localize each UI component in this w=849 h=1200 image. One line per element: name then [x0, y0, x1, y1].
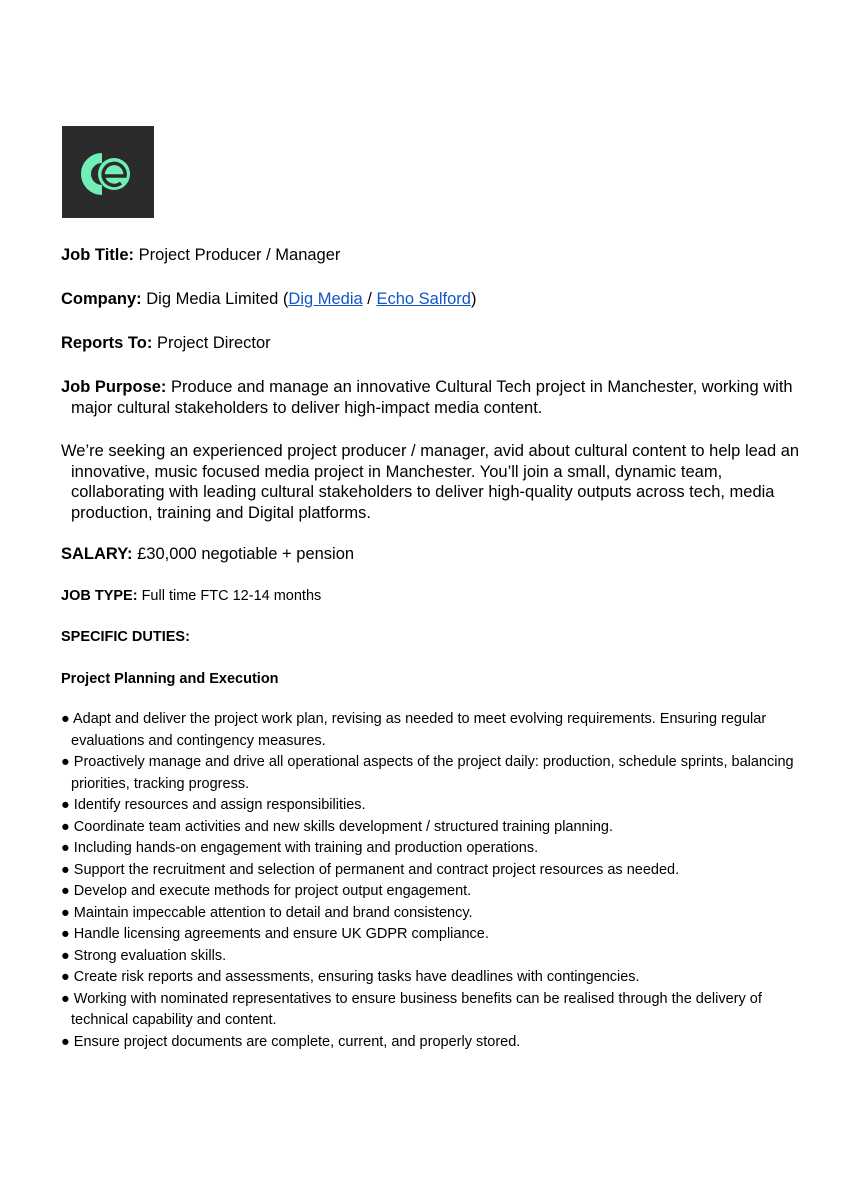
list-item: [61, 967, 806, 989]
company-value: Dig Media Limited: [146, 290, 279, 308]
bullet-icon: ●: [61, 969, 70, 985]
job-type-line: [61, 586, 806, 608]
company-paren-close: ): [470, 290, 477, 308]
echo-logo-icon: [62, 126, 154, 218]
duty-text: Strong evaluation skills.: [73, 947, 227, 964]
intro-paragraph: We’re seeking an experienced project producer / manager, avid about cultural content to help lead an innovative, music focused media project in Manchester. You’ll join a small, dynamic team, collaborating with leading cultural stakeholders to deliver high-quality outputs across tech, media production, training and Digital platforms.: [61, 442, 800, 522]
list-item: [61, 903, 806, 925]
bullet-icon: ●: [61, 797, 70, 813]
salary-line: [61, 544, 806, 565]
reports-to-value: Project Director: [156, 334, 271, 352]
duty-text: Proactively manage and drive all operational aspects of the project daily: production, schedule sprints, balancing priorities, tracking progress.: [71, 754, 794, 792]
job-purpose-paragraph: [61, 377, 816, 418]
job-title-line: [61, 245, 806, 266]
bullet-icon: ●: [61, 883, 70, 899]
bullet-icon: ●: [61, 861, 70, 878]
duty-text: Handle licensing agreements and ensure UK GDPR compliance.: [73, 926, 489, 942]
duty-text: Working with nominated representatives to ensure business benefits can be realised through the delivery of technical capability and content.: [71, 990, 762, 1028]
reports-to-line: [61, 333, 806, 354]
duty-text: Develop and execute methods for project output engagement.: [73, 883, 472, 899]
bullet-icon: ●: [61, 818, 70, 835]
company-paren-open: (: [278, 290, 289, 308]
specific-duties-heading-text: SPECIFIC DUTIES:: [61, 629, 190, 645]
job-type-label: JOB TYPE:: [61, 588, 138, 604]
list-item: [61, 709, 806, 752]
list-item: [61, 817, 806, 839]
duties-list: [61, 709, 806, 1053]
job-title-label: Job Title:: [61, 246, 135, 264]
bullet-icon: ●: [61, 904, 70, 921]
duty-text: Coordinate team activities and new skills development / structured training planning.: [73, 818, 614, 835]
company-logo: [62, 126, 154, 218]
list-item: [61, 881, 806, 903]
salary-value: £30,000 negotiable + pension: [137, 545, 355, 563]
bullet-icon: ●: [61, 840, 70, 856]
bullet-icon: ●: [61, 754, 70, 770]
bullet-icon: ●: [61, 990, 70, 1007]
reports-to-label: Reports To:: [61, 334, 153, 352]
echo-salford-link[interactable]: Echo Salford: [376, 290, 471, 308]
duty-text: Maintain impeccable attention to detail and brand consistency.: [73, 904, 473, 921]
duty-text: Identify resources and assign responsibilities.: [73, 797, 366, 813]
bullet-icon: ●: [61, 711, 70, 727]
company-line: [61, 289, 806, 310]
section-heading-text: Project Planning and Execution: [61, 671, 279, 687]
list-item: [61, 860, 806, 882]
list-item: [61, 838, 806, 860]
list-item: [61, 795, 806, 817]
list-item: [61, 946, 806, 968]
list-item: [61, 924, 806, 946]
bullet-icon: ●: [61, 1033, 70, 1050]
list-item: [61, 989, 806, 1032]
specific-duties-heading: [61, 627, 806, 649]
job-type-value: Full time FTC 12-14 months: [141, 588, 322, 604]
salary-label: SALARY:: [61, 545, 133, 563]
company-link-separator: /: [362, 290, 377, 308]
job-title-value: Project Producer / Manager: [138, 246, 341, 264]
job-purpose-label: Job Purpose:: [61, 378, 167, 396]
bullet-icon: ●: [61, 947, 70, 964]
duty-text: Adapt and deliver the project work plan, revising as needed to meet evolving requirements. Ensuring regular evaluations and contingency measures.: [71, 711, 767, 749]
duty-text: Support the recruitment and selection of permanent and contract project resources as needed.: [73, 861, 680, 878]
dig-media-link[interactable]: Dig Media: [288, 290, 363, 308]
bullet-icon: ●: [61, 926, 70, 942]
duty-text: Including hands-on engagement with training and production operations.: [73, 840, 539, 856]
duty-text: Create risk reports and assessments, ensuring tasks have deadlines with contingencies.: [73, 969, 640, 985]
list-item: [61, 1032, 806, 1054]
section-heading: [61, 669, 806, 691]
list-item: [61, 752, 806, 795]
duty-text: Ensure project documents are complete, current, and properly stored.: [73, 1033, 521, 1050]
company-label: Company:: [61, 290, 142, 308]
job-purpose-value: Produce and manage an innovative Cultural Tech project in Manchester, working with major cultural stakeholders to deliver high-impact media content.: [71, 378, 793, 417]
